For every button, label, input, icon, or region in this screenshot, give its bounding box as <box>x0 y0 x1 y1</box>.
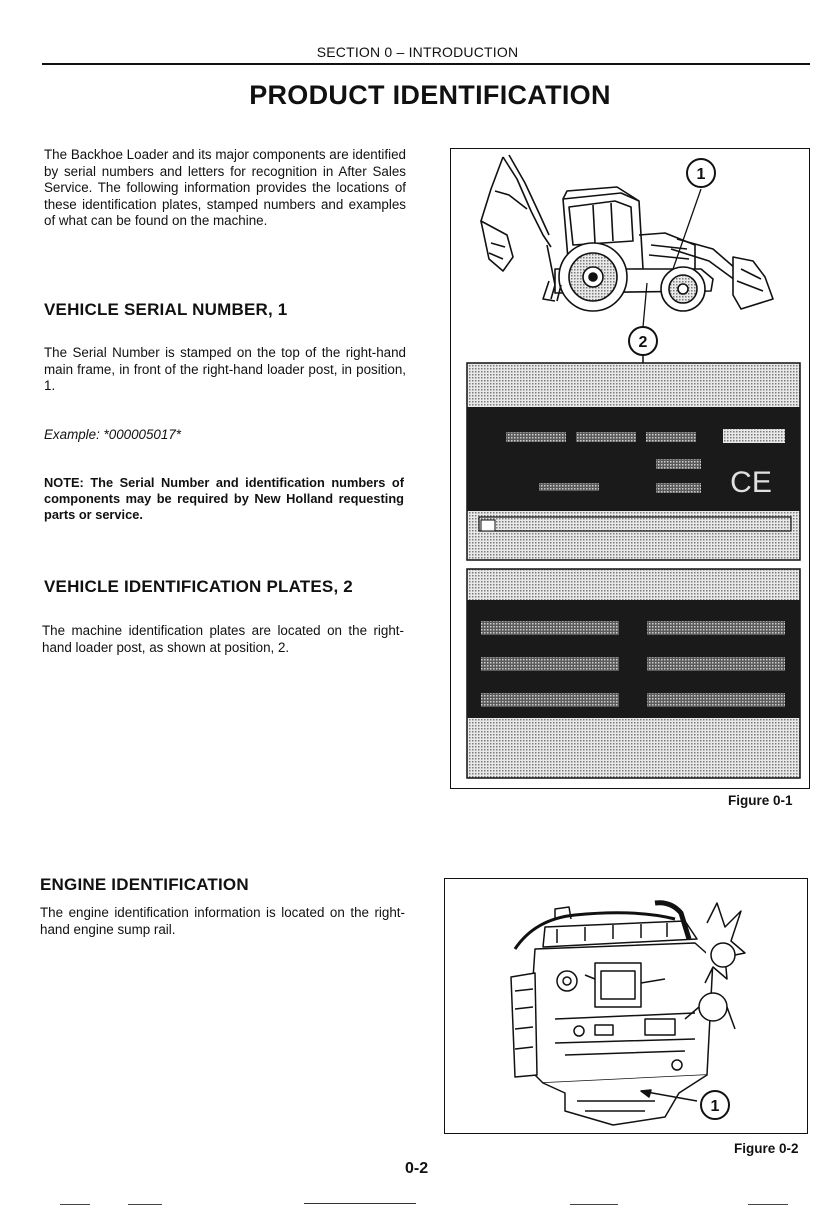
backhoe-loader-illustration <box>481 155 773 327</box>
scan-artifact-rule <box>128 1204 162 1205</box>
figure-2-caption: Figure 0-2 <box>734 1141 799 1156</box>
figure-1-caption: Figure 0-1 <box>728 793 793 808</box>
figure-2-callout-1 <box>701 1091 729 1119</box>
page-number: 0-2 <box>405 1160 429 1177</box>
engine-heading: ENGINE IDENTIFICATION <box>40 875 249 894</box>
scan-artifact-rule <box>304 1203 416 1204</box>
serial-example: Example: *000005017* <box>44 427 181 442</box>
intro-paragraph: The Backhoe Loader and its major components are identified by serial numbers and letters for recognition in After Sales Service. The following information provides the locations of these identification plates, stamped numbers and examples of what can be found on the machine. <box>44 147 406 228</box>
scan-artifact-rule <box>60 1204 90 1205</box>
figure-2-frame <box>444 878 808 1134</box>
callout-1-label: 1 <box>696 166 706 183</box>
serial-number-heading: VEHICLE SERIAL NUMBER, 1 <box>44 300 288 319</box>
fig2-callout-1-label: 1 <box>710 1098 720 1115</box>
serial-number-paragraph: The Serial Number is stamped on the top of the right-hand main frame, in front of the right-hand loader post, in position, 1. <box>44 345 406 393</box>
section-header: SECTION 0 – INTRODUCTION <box>316 44 519 60</box>
figure-1-callout-2 <box>629 327 657 365</box>
plates-heading: VEHICLE IDENTIFICATION PLATES, 2 <box>44 577 353 596</box>
identification-plate-illustration <box>467 363 800 560</box>
figure-1-illustration <box>451 149 808 787</box>
scan-artifact-rule <box>748 1204 788 1205</box>
serial-note: NOTE: The Serial Number and identification numbers of components may be required by New Holland requesting parts or service. <box>44 475 404 522</box>
page-title: PRODUCT IDENTIFICATION <box>249 80 611 110</box>
engine-paragraph: The engine identification information is located on the right-hand engine sump rail. <box>40 905 405 937</box>
ce-mark: CE <box>730 466 772 499</box>
plates-paragraph: The machine identification plates are located on the right-hand loader post, as shown at position, 2. <box>42 623 404 655</box>
callout-2-label: 2 <box>638 334 648 351</box>
header-rule <box>42 63 810 65</box>
scan-artifact-rule <box>570 1204 618 1205</box>
figure-2-illustration <box>445 879 806 1132</box>
figure-1-frame <box>450 148 810 789</box>
figure-1-callout-1 <box>687 159 715 187</box>
identification-plate-illustration-2 <box>467 569 800 778</box>
